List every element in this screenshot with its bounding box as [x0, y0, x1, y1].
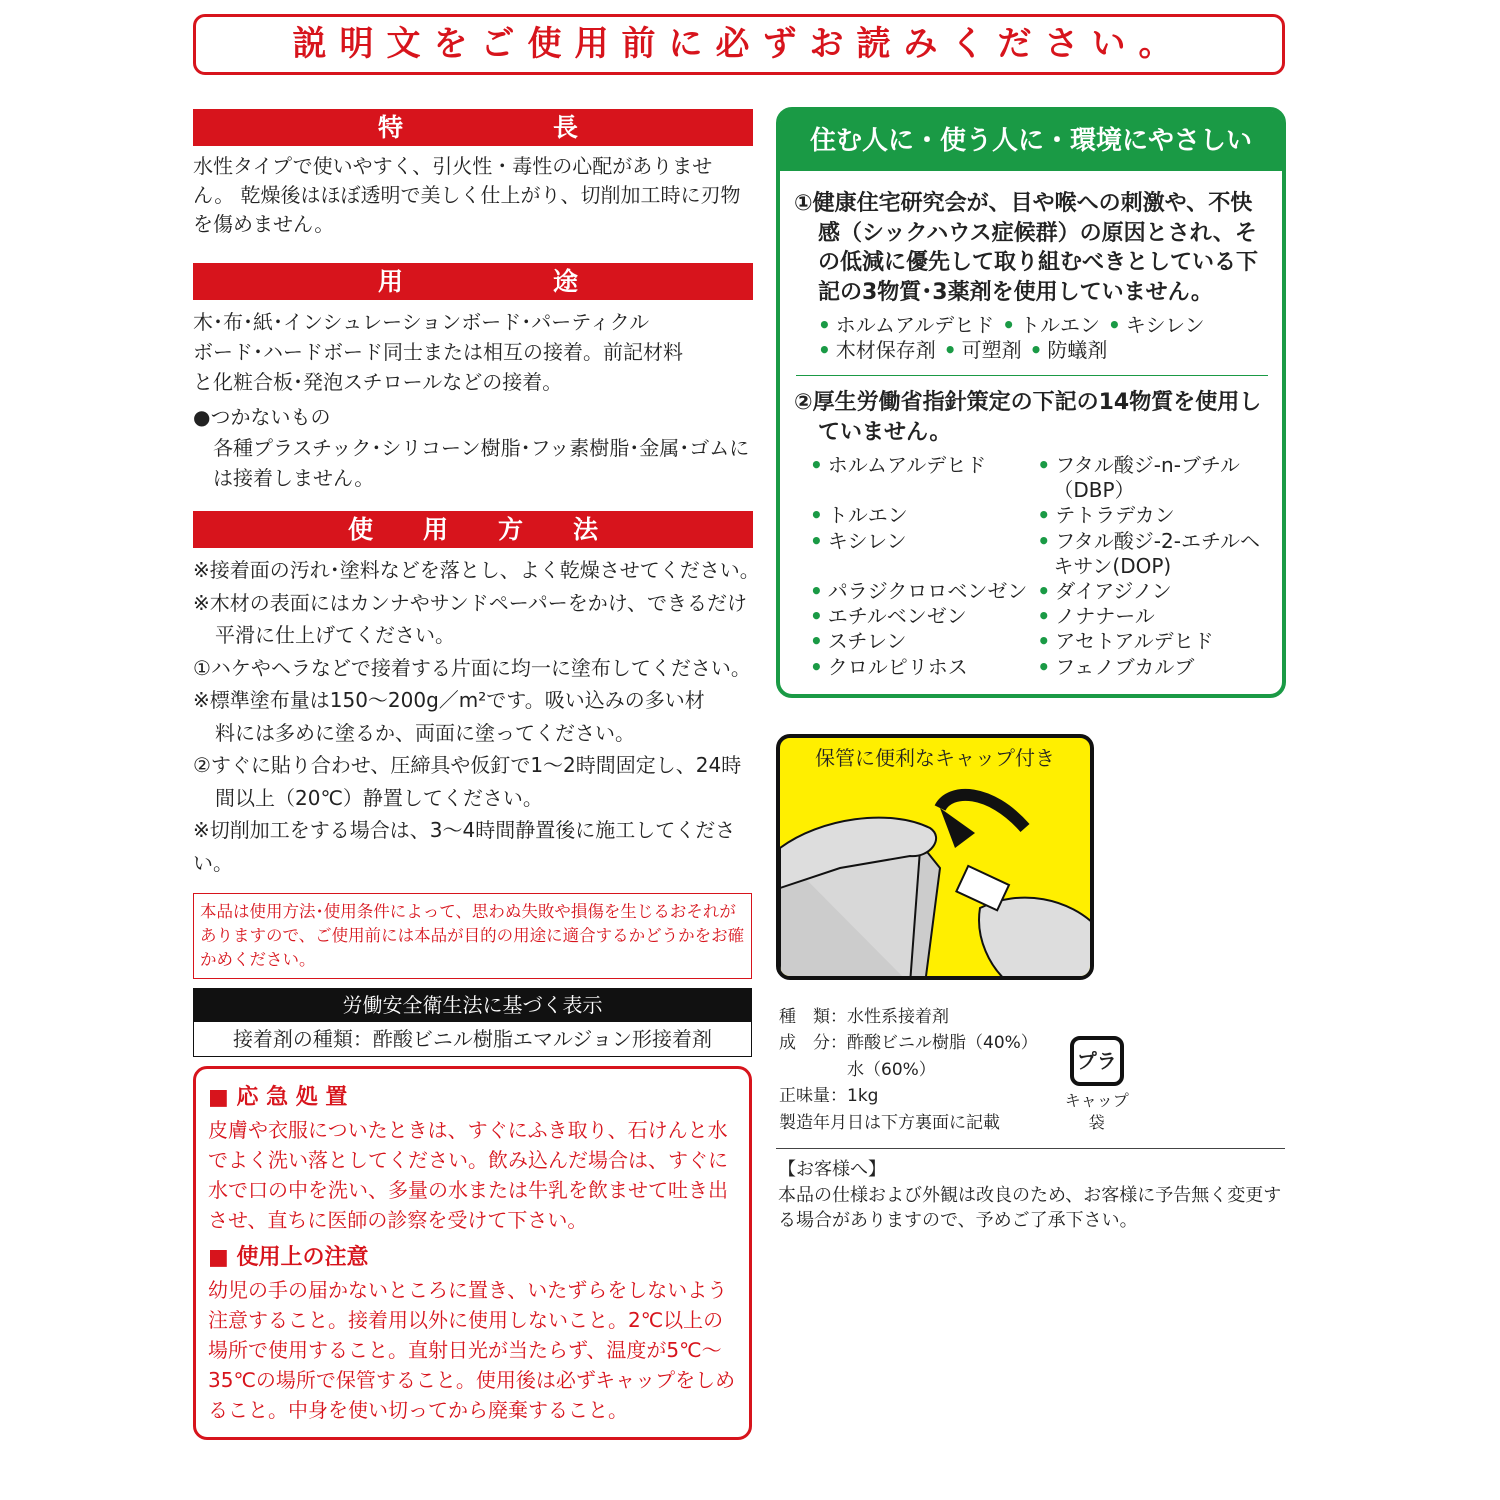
- substance-item: [1037, 503, 1266, 528]
- eco-point-1: ①健康住宅研究会が、目や喉への刺激や、不快感（シックハウス症候群）の原因とされ、その低減に優先して取り組むべきとしている下記の3物質･3薬剤を使用していません。: [794, 191, 1259, 305]
- uses-line: ボード･ハードボード同士または相互の接着。前記材料: [193, 340, 683, 364]
- substance-item: [810, 579, 1027, 604]
- substance-item: [1037, 529, 1266, 579]
- bullet-icon: •: [943, 338, 957, 362]
- recycle-label: 袋: [1088, 1112, 1105, 1132]
- bullet-icon: •: [810, 528, 823, 553]
- substance-item: ホルムアルデヒド: [835, 313, 995, 337]
- spec-line: 正味量：1kg: [779, 1086, 879, 1107]
- features-text: 水性タイプで使いやすく、引火性・毒性の心配がありません。 乾燥後はほぼ透明で美しく仕上がり、切削加工時に刃物を傷めません。: [193, 154, 741, 236]
- eco-box: [776, 107, 1286, 698]
- bullet-icon: •: [810, 629, 823, 654]
- howto-line: ※接着面の汚れ･塗料などを落とし、よく乾燥させてください。: [193, 558, 760, 582]
- spec-line: 種 類：水性系接着剤: [779, 1006, 949, 1027]
- not-adhere-text: 各種プラスチック･シリコーン樹脂･フッ素樹脂･金属･ゴムには接着しません。: [213, 436, 750, 490]
- divider: [796, 375, 1268, 376]
- howto-line: 平滑に仕上げてください。: [215, 623, 455, 647]
- customer-title: 【お客様へ】: [778, 1159, 886, 1181]
- substance-item: 可塑剤: [961, 338, 1022, 362]
- substance-item: 防蟻剤: [1047, 338, 1108, 362]
- left-column: [193, 109, 760, 1440]
- howto-line: 間以上（20℃）静置してください。: [215, 785, 543, 810]
- labor-law-box: [193, 988, 752, 1057]
- uses-line: 木･布･紙･インシュレーションボード･パーティクル: [193, 310, 650, 334]
- labor-law-title: 労働安全衛生法に基づく表示: [194, 989, 751, 1022]
- substance-item: [810, 503, 1027, 528]
- substance-item: [810, 453, 1027, 503]
- specs-row: [776, 1004, 1286, 1137]
- warnings-box: [193, 1066, 752, 1440]
- substance-name: キシレン: [827, 528, 907, 553]
- bullet-icon: •: [1037, 579, 1051, 604]
- recycle-label: キャップ: [1064, 1090, 1129, 1110]
- caution-title: ■ 使用上の注意: [208, 1245, 369, 1270]
- heading-char: 方: [497, 515, 523, 544]
- bullet-icon: •: [818, 313, 831, 337]
- bullet-icon: •: [810, 503, 823, 528]
- read-before-use-banner: 説明文をご使用前に必ずお読みください。: [193, 14, 1285, 75]
- uses-section: [193, 263, 753, 493]
- substance-row: [818, 338, 1272, 363]
- heading-char: 長: [552, 113, 578, 142]
- bullet-icon: •: [1029, 338, 1043, 362]
- heading-char: 法: [572, 515, 598, 544]
- howto-line: 料には多めに塗るか、両面に塗ってください。: [215, 720, 635, 745]
- substance-item: [1037, 629, 1266, 654]
- bullet-icon: •: [1037, 528, 1051, 553]
- substance-name: フタル酸ジ-n-ブチル（DBP）: [1053, 453, 1240, 503]
- substance-item: [810, 629, 1027, 654]
- substance-item: [810, 655, 1027, 680]
- heading-char: 途: [552, 267, 578, 296]
- divider: [776, 1148, 1285, 1149]
- specs-list: [779, 1004, 1038, 1137]
- substance-item: [810, 604, 1027, 629]
- substance-name: エチルベンゼン: [827, 604, 967, 629]
- bullet-icon: •: [1002, 313, 1015, 337]
- features-section: [193, 109, 753, 239]
- spec-line: 成 分：酢酸ビニル樹脂（40%）: [779, 1033, 1038, 1054]
- heading-char: 用: [378, 267, 404, 296]
- first-aid-text: 皮膚や衣服についたときは、すぐにふき取り、石けんと水でよく洗い落としてください。飲み込んだ場合は、すぐに水で口の中を洗い、多量の水または牛乳を飲ませて吐き出させ、直ちに医師の診察を受けて下さい。: [208, 1118, 728, 1232]
- spec-line: 水（60%）: [779, 1059, 936, 1080]
- bullet-icon: •: [1037, 604, 1051, 629]
- howto-line: ※標準塗布量は150〜200g／m²です。吸い込みの多い材: [193, 688, 705, 712]
- substance-name: フェノブカルブ: [1055, 654, 1195, 679]
- substance-item: [1037, 655, 1266, 680]
- howto-line: ※木材の表面にはカンナやサンドペーパーをかけ、できるだけ: [193, 590, 747, 615]
- substance-item: [1037, 604, 1266, 629]
- substance-name: ノナナール: [1055, 604, 1155, 629]
- bullet-icon: •: [1108, 313, 1121, 337]
- substance-name: パラジクロロベンゼン: [827, 579, 1028, 604]
- substance-item: キシレン: [1125, 313, 1205, 337]
- howto-section: [193, 511, 760, 879]
- substance-name: テトラデカン: [1055, 503, 1175, 528]
- spec-line: 製造年月日は下方裏面に記載: [779, 1112, 1000, 1133]
- howto-line: ①ハケやヘラなどで接着する片面に均一に塗布してください。: [193, 655, 751, 680]
- substance-name: フタル酸ジ-2-エチルヘキサン(DOP): [1053, 528, 1260, 578]
- howto-line: ※切削加工をする場合は、3〜4時間静置後に施工してください。: [193, 818, 736, 875]
- bullet-icon: •: [1037, 629, 1051, 654]
- recycle-mark: [1062, 1036, 1132, 1134]
- first-aid-title: ■ 応 急 処 置: [208, 1085, 348, 1110]
- features-heading: [193, 109, 753, 146]
- customer-text: 本品の仕様および外観は改良のため、お客様に予告無く変更する場合がありますので、予めご了承下さい。: [778, 1184, 1282, 1232]
- heading-char: 用: [422, 515, 448, 544]
- bullet-icon: •: [810, 453, 823, 477]
- bullet-icon: •: [810, 604, 823, 629]
- substance-name: ホルムアルデヒド: [827, 453, 987, 477]
- howto-line: ②すぐに貼り合わせ、圧締具や仮釘で1〜2時間固定し、24時: [193, 753, 742, 777]
- eco-title: 住む人に・使う人に・環境にやさしい: [780, 111, 1282, 171]
- substance-row: [818, 313, 1272, 338]
- howto-heading: [193, 511, 753, 548]
- uses-heading: [193, 263, 753, 300]
- eco-point-2: ②厚生労働省指針策定の下記の14物質を使用していません。: [794, 390, 1262, 445]
- labor-law-body: 接着剤の種類：酢酸ビニル樹脂エマルジョン形接着剤: [232, 1027, 713, 1051]
- plastic-recycle-icon: プラ: [1070, 1036, 1124, 1086]
- substance-item: 木材保存剤: [835, 338, 936, 362]
- hand-cap-illustration: [780, 778, 1094, 980]
- substance-name: アセトアルデヒド: [1055, 629, 1214, 654]
- right-column: [776, 107, 1286, 1234]
- substance-item: [810, 529, 1027, 579]
- bullet-icon: •: [1037, 654, 1051, 679]
- cap-title: 保管に便利なキャップ付き: [815, 745, 1055, 770]
- bullet-icon: •: [810, 654, 823, 679]
- substance-item: [1037, 453, 1266, 503]
- substance-name: ダイアジノン: [1055, 579, 1172, 604]
- heading-char: 特: [378, 113, 404, 142]
- bullet-icon: •: [1037, 453, 1051, 477]
- bullet-icon: •: [1037, 503, 1051, 528]
- substance-name: クロルピリホス: [827, 654, 968, 679]
- heading-char: 使: [347, 515, 373, 544]
- bullet-icon: •: [810, 579, 823, 604]
- substance-name: トルエン: [827, 503, 908, 528]
- cap-illustration: [776, 734, 1094, 980]
- bullet-icon: •: [818, 338, 831, 362]
- uses-line: と化粧合板･発泡スチロールなどの接着。: [193, 370, 563, 394]
- substance-item: [1037, 579, 1266, 604]
- not-adhere-title: ●つかないもの: [193, 405, 331, 429]
- caution-text: 幼児の手の届かないところに置き、いたずらをしないよう注意すること。接着用以外に使用しないこと。2℃以上の場所で使用すること。直射日光が当たらず、温度が5℃〜35℃の場所で保管すること。使用後は必ずキャップをしめること。中身を使い切ってから廃棄すること。: [208, 1278, 736, 1422]
- disclaimer-box: 本品は使用方法･使用条件によって、思わぬ失敗や損傷を生じるおそれがありますので、ご使用前には本品が目的の用途に適合するかどうかをお確かめください。: [193, 893, 752, 979]
- customer-notice: [776, 1157, 1286, 1234]
- substance-item: トルエン: [1020, 313, 1100, 337]
- substance-name: スチレン: [827, 629, 907, 654]
